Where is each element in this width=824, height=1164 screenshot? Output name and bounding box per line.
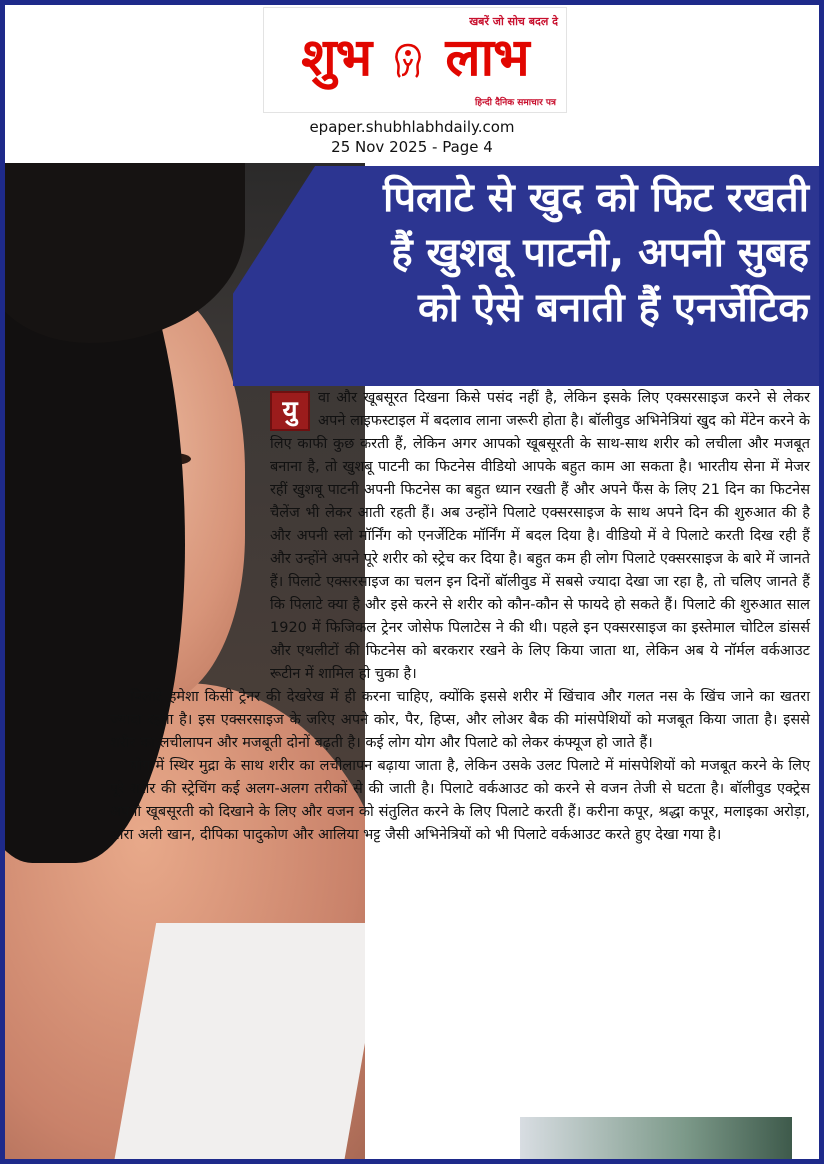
masthead-subtitle: हिन्दी दैनिक समाचार पत्र [474, 98, 556, 108]
bottom-photo-strip [520, 1117, 792, 1159]
headline-line-3: को ऐसे बनाती हैं एनर्जेटिक [418, 285, 809, 331]
headline [261, 171, 809, 336]
page-frame [5, 5, 819, 1159]
paragraph-1-text: वा और खूबसूरत दिखना किसे पसंद नहीं है, लेकिन इसके लिए एक्सरसाइज करने से लेकर अपने लाइफस्टाइल में बदलाव लाना जरूरी होता है। बॉलीवुड अभिनेत्रियां खुद को मेंटेन करने के लिए काफी कुछ करती हैं, लेकिन अगर आपको खूबसूरती के साथ-साथ शरीर को लचीला और मजबूत बनाना है, तो खुशबू पाटनी का फिटनेस वीडियो आपके बहुत काम आ सकता है। भारतीय सेना में मेजर रहीं खुशबू पाटनी अपनी फिटनेस का बहुत ध्यान रखती हैं और अपने फैंस के लिए 21 दिन का फिटनेस चैलेंज भी लेकर आती रहती हैं। अब उन्होंने पिलाटे एक्सरसाइज के साथ अपने दिन की शुरुआत की है और अपनी स्लो मॉर्निंग को एनर्जेटिक मॉर्निंग में बदल दिया है। वीडियो में वे पिलाटे करती दिख रही हैं और उन्होंने अपने पूरे शरीर को स्ट्रेच कर दिया है। बहुत कम ही लोग पिलाटे एक्सरसाइज के बारे में जानते हैं। पिलाटे एक्सरसाइज का चलन इन दिनों बॉलीवुड में सबसे ज्यादा देखा जा रहा है, तो चलिए जानते हैं कि पिलाटे क्या है और इसे करने से शरीर को कौन-कौन से फायदे हो सकते हैं। पिलाटे की शुरुआत साल 1920 में फिजिकल ट्रेनर जोसेफ पिलाटेस ने की थी। पहले इन एक्सरसाइज का इस्तेमाल चोटिल डांसर्स और एथलीटों की फिटनेस को बरकरार रखने के लिए किया जाता था, लेकिन अब ये नॉर्मल वर्कआउट रूटीन में शामिल हो चुका है। [270, 390, 810, 682]
photo-white-top [114, 923, 365, 1159]
drop-cap: यु [270, 391, 310, 431]
brand-right: लाभ [445, 28, 529, 88]
brand-name [264, 28, 566, 88]
article-body [110, 387, 810, 847]
masthead-logo[interactable] [263, 7, 567, 113]
headline-line-1: पिलाटे से खुद को फिट रखती [382, 175, 809, 221]
ganesha-icon [390, 41, 426, 81]
article-paragraph-1 [270, 387, 810, 686]
headline-line-2: हैं खुशबू पाटनी, अपनी सुबह [391, 230, 809, 276]
photo-hair-top [5, 163, 245, 343]
masthead-tagline: खबरें जो सोच बदल दे [469, 15, 558, 28]
epaper-url[interactable]: epaper.shubhlabhdaily.com [309, 118, 515, 136]
edition-date-page: 25 Nov 2025 - Page 4 [331, 138, 493, 156]
article-paragraph-3: योग में स्थिर मुद्रा के साथ शरीर का लचीलापन बढ़ाया जाता है, लेकिन उसके उलट पिलाटे में मांसपेशियों को मजबूत करने के लिए पूरे शरीर की स्ट्रेचिंग कई अलग-अलग तरीकों से की जाती है। पिलाटे वर्कआउट को करने से वजन तेजी से घटता है। बॉलीवुड एक्ट्रेस अपनी खूबसूरती को दिखाने के लिए और वजन को संतुलित करने के लिए पिलाटे करती हैं। करीना कपूर, श्रद्धा कपूर, मलाइका अरोड़ा, सारा अली खान, दीपिका पादुकोण और आलिया भट्ट जैसी अभिनेत्रियों को भी पिलाटे वर्कआउट करते हुए देखा गया है। [110, 758, 810, 843]
article-paragraph-2: पिलाटे हमेशा किसी ट्रेनर की देखरेख में ही करना चाहिए, क्योंकि इससे शरीर में खिंचाव और गलत नस के खिंच जाने का खतरा ज्यादा रहता है। इस एक्सरसाइज के जरिए अपने कोर, पैर, हिप्स, और लोअर बैक की मांसपेशियों को मजबूत किया जाता है। इससे शरीर का लचीलापन और मजबूती दोनों बढ़ती है। कई लोग योग और पिलाटे को लेकर कंफ्यूज हो जाते हैं। [110, 689, 810, 751]
brand-left: शुभ [301, 28, 372, 88]
